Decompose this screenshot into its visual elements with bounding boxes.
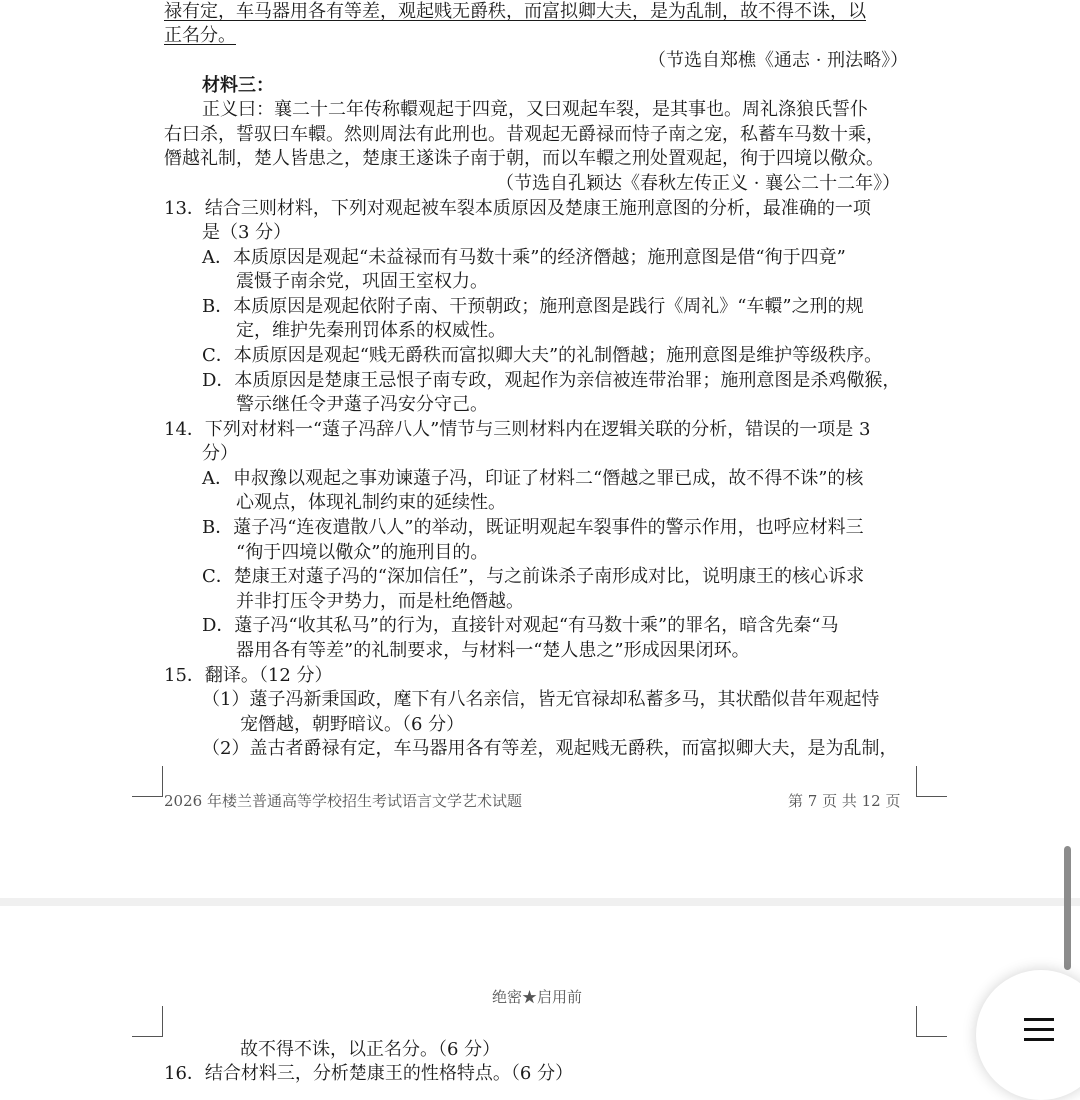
text-line: 禄有定，车马器用各有等差，观起贱无爵秩，而富拟卿大夫，是为乱制，故不得不诛，以 xyxy=(164,1,866,22)
question-13-stem: 是（3 分） xyxy=(202,222,292,243)
option-b: B．薳子冯“连夜遣散八人”的举动，既证明观起车裂事件的警示作用，也呼应材料三 xyxy=(202,517,864,538)
question-15-stem: 15．翻译。（12 分） xyxy=(164,665,333,686)
option-d: 警示继任令尹薳子冯安分守己。 xyxy=(236,394,488,415)
option-b: 定，维护先秦刑罚体系的权威性。 xyxy=(236,320,506,341)
translation-item-2: （2）盖古者爵禄有定，车马器用各有等差，观起贱无爵秩，而富拟卿大夫，是为乱制， xyxy=(202,738,898,759)
page-separator xyxy=(0,898,1080,906)
option-d: D．本质原因是楚康王忌恨子南专政，观起作为亲信被连带治罪；施刑意图是杀鸡儆猴， xyxy=(202,370,901,391)
text-line: 正名分。 xyxy=(164,25,236,46)
text-line: 僭越礼制，楚人皆患之，楚康王遂诛子南于朝，而以车轘之刑处置观起，徇于四境以儆众。 xyxy=(164,148,884,169)
hamburger-menu-icon xyxy=(1024,1018,1054,1042)
source-citation: （节选自孔颖达《春秋左传正义 · 襄公二十二年》） xyxy=(496,173,901,194)
document-page-8 xyxy=(0,906,1080,1084)
translation-item-1: 宠僭越，朝野暗议。（6 分） xyxy=(240,714,465,735)
section-heading: 材料三： xyxy=(202,75,274,96)
footer-exam-title: 2026 年楼兰普通高等学校招生考试语言文学艺术试题 xyxy=(164,792,522,810)
option-a: A．本质原因是观起“未益禄而有马数十乘”的经济僭越；施刑意图是借“徇于四竟” xyxy=(202,247,846,268)
footer-page-number: 第 7 页 共 12 页 xyxy=(788,792,901,810)
question-13-stem: 13．结合三则材料，下列对观起被车裂本质原因及楚康王施刑意图的分析，最准确的一项 xyxy=(164,198,871,219)
crop-mark xyxy=(916,1006,947,1037)
crop-mark xyxy=(132,766,163,797)
scrollbar-thumb[interactable] xyxy=(1064,846,1071,970)
option-c: C．楚康王对薳子冯的“深加信任”，与之前诛杀子南形成对比，说明康王的核心诉求 xyxy=(202,566,865,587)
translation-item-2: 故不得不诛，以正名分。（6 分） xyxy=(240,1039,501,1060)
source-citation: （节选自郑樵《通志 · 刑法略》） xyxy=(648,50,909,71)
crop-mark xyxy=(916,766,947,797)
option-a: A．申叔豫以观起之事劝谏薳子冯，印证了材料二“僭越之罪已成，故不得不诛”的核 xyxy=(202,468,864,489)
option-d: 器用各有等差”的礼制要求，与材料一“楚人患之”形成因果闭环。 xyxy=(236,640,750,661)
option-a: 震慑子南余党，巩固王室权力。 xyxy=(236,271,488,292)
text-line: 正义曰：襄二十二年传称轘观起于四竟，又曰观起车裂，是其事也。周礼涤狼氏誓仆 xyxy=(202,99,868,120)
option-d: D．薳子冯“收其私马”的行为，直接针对观起“有马数十乘”的罪名，暗含先秦“马 xyxy=(202,615,839,636)
option-b: “徇于四境以儆众”的施刑目的。 xyxy=(236,542,489,563)
question-14-stem: 14．下列对材料一“薳子冯辞八人”情节与三则材料内在逻辑关联的分析，错误的一项是 3 xyxy=(164,419,871,440)
page-header-confidential: 绝密★启用前 xyxy=(492,988,583,1006)
option-a: 心观点，体现礼制约束的延续性。 xyxy=(236,492,506,513)
translation-item-1: （1）薳子冯新秉国政，麾下有八名亲信，皆无官禄却私蓄多马，其状酷似昔年观起恃 xyxy=(202,689,880,710)
option-c: C．本质原因是观起“贱无爵秩而富拟卿大夫”的礼制僭越；施刑意图是维护等级秩序。 xyxy=(202,345,883,366)
question-14-stem: 分） xyxy=(202,443,238,464)
option-b: B．本质原因是观起依附子南、干预朝政；施刑意图是践行《周礼》“车轘”之刑的规 xyxy=(202,296,864,317)
question-16-stem: 16．结合材料三，分析楚康王的性格特点。（6 分） xyxy=(164,1063,574,1084)
option-c: 并非打压令尹势力，而是杜绝僭越。 xyxy=(236,591,524,612)
crop-mark xyxy=(132,1006,163,1037)
text-line: 右曰杀，誓驭曰车轘。然则周法有此刑也。昔观起无爵禄而恃子南之宠，私蓄车马数十乘， xyxy=(164,124,884,145)
